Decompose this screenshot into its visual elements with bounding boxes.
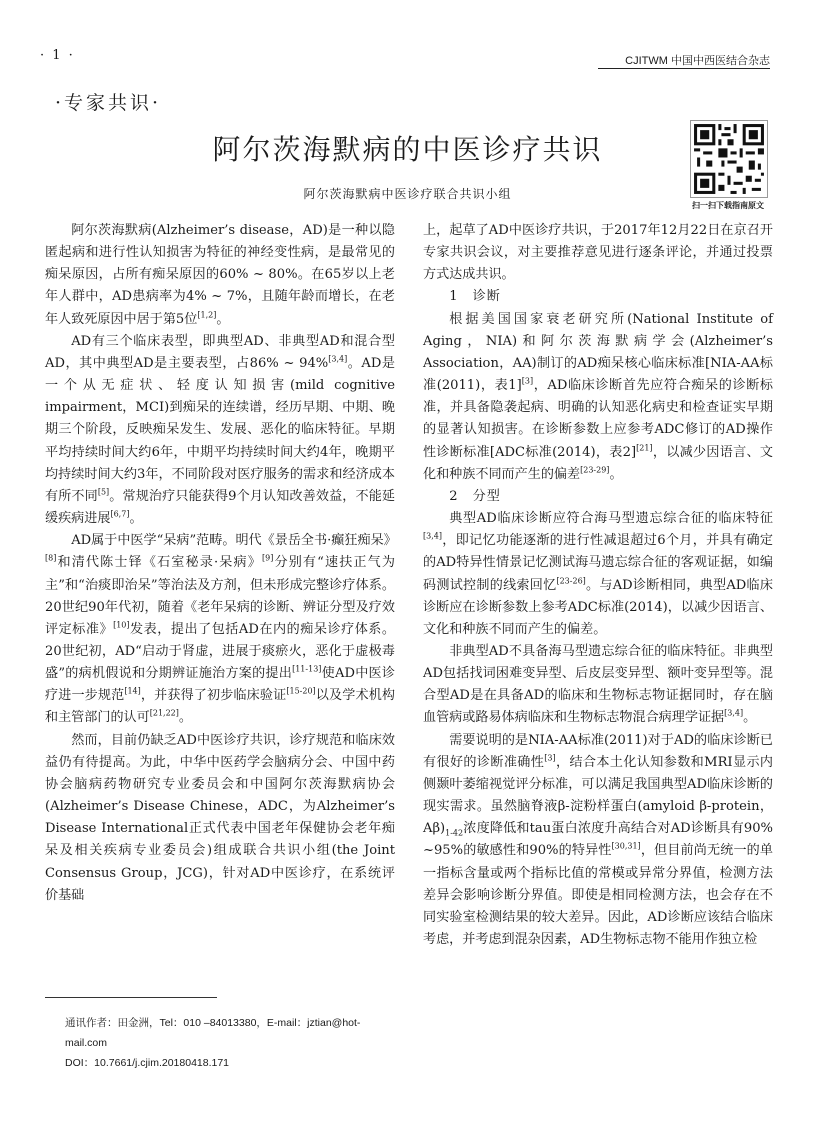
- footnote-rule: [45, 997, 217, 998]
- section-heading-diagnosis: 1 诊断: [449, 289, 501, 305]
- left-column: [45, 220, 395, 907]
- doi[interactable]: DOI：10.7661/j.cjim.20180418.171: [65, 1057, 230, 1069]
- citation[interactable]: [15-20]: [286, 686, 316, 696]
- paragraph: 非典型AD不具备海马型遗忘综合征的临床特征。非典型AD包括找词困难变异型、后皮层变异型、额叶变异型等。混合型AD是在具备AD的临床和生物标志物证据同时，存在脑血管病或路易体病临床和生物标志物混合病理学证据[3,4]。: [423, 643, 773, 726]
- header-rule: [598, 68, 770, 69]
- paragraph: AD有三个临床表型，即典型AD、非典型AD和混合型AD，其中典型AD是主要表型，占86% ~ 94%[3,4]。AD是一个从无症状、轻度认知损害(mild cognitive impairment，MCI)到痴呆的连续谱，经历早期、中期、晚期三个阶段，反映痴呆发生、发展、恶化的临床特征。早期平均持续时间大约6年，中期平均持续时间大约4年，晚期平均持续时间大约3年，不同阶段对医疗服务的需求和经济成本有所不同[5]。常规治疗只能获得9个月认知改善效益，不能延缓疾病进展[6,7]。: [45, 333, 395, 527]
- authors: 阿尔茨海默病中医诊疗联合共识小组: [303, 187, 512, 201]
- citation[interactable]: [3,4]: [328, 354, 348, 364]
- journal-name: CJITWM 中国中西医结合杂志: [625, 55, 770, 67]
- paragraph: 然而，目前仍缺乏AD中医诊疗共识，诊疗规范和临床效益仍有待提高。为此，中华中医药学会脑病分会、中国中药协会脑病药物研究专业委员会和中国阿尔茨海默病协会(Alzheimer’s Disease Chinese，ADC，为Alzheimer’s Disease International正式代表中国老年保健协会老年痴呆及相关疾病专业委员会)组成联合共识小组(the Joint Consensus Group，JCG)，针对AD中医诊疗，在系统评价基础: [45, 732, 395, 903]
- right-column: [423, 220, 773, 951]
- citation[interactable]: [5]: [97, 487, 110, 497]
- citation[interactable]: [23-29]: [580, 465, 610, 475]
- paragraph: 上，起草了AD中医诊疗共识，于2017年12月22日在京召开专家共识会议，对主要推荐意见进行逐条评论，并通过投票方式达成共识。: [423, 223, 773, 283]
- citation[interactable]: [3,4]: [724, 709, 744, 719]
- citation[interactable]: [11-13]: [292, 664, 322, 674]
- citation[interactable]: [8]: [45, 553, 57, 563]
- paragraph: 典型AD临床诊断应符合海马型遗忘综合征的临床特征[3,4]，即记忆功能逐渐的进行性减退超过6个月，并具有确定的AD特异性情景记忆测试海马遗忘综合征的客观证据，如编码测试控制的线索回忆[23-26]。与AD诊断相同，典型AD临床诊断应在诊断参数上参考ADC标准(2014)，以减少因语言、文化和种族不同而产生的偏差。: [423, 511, 773, 637]
- citation[interactable]: [23-26]: [556, 576, 586, 586]
- citation[interactable]: [3]: [544, 753, 556, 763]
- citation[interactable]: [30,31]: [611, 842, 641, 852]
- citation[interactable]: [21,22]: [149, 709, 179, 719]
- subscript: 1-42: [445, 828, 464, 838]
- citation[interactable]: [21]: [636, 443, 653, 453]
- corresponding-author: 通讯作者：田金洲，Tel：010 –84013380，E-mail：jztian@hot-mail.com: [65, 1017, 361, 1049]
- qr-caption: 扫一扫下载指南原文: [692, 201, 764, 210]
- page-number: · 1 ·: [40, 48, 75, 63]
- citation[interactable]: [3]: [521, 376, 534, 386]
- qr-code[interactable]: [690, 120, 768, 198]
- citation[interactable]: [6,7]: [110, 509, 130, 519]
- paragraph: 阿尔茨海默病(Alzheimer’s disease，AD)是一种以隐匿起病和进行性认知损害为特征的神经变性病，是最常见的痴呆原因，占所有痴呆原因的60% ~ 80%。在65岁以上老年人群中，AD患病率为4% ~ 7%，且随年龄而增长，在老年人致死原因中居于第5位[1,2]。: [45, 223, 395, 327]
- section-tag: ·专家共识·: [55, 92, 162, 114]
- footnote: [65, 1013, 395, 1073]
- paragraph: 需要说明的是NIA-AA标准(2011)对于AD的临床诊断已有很好的诊断准确性[3]，结合本土化认知参数和MRI显示内侧颞叶萎缩视觉评分标准，可以满足我国典型AD临床诊断的现实需求。虽然脑脊液β-淀粉样蛋白(amyloid β-protein，$A\beta)_{1-42}$浓度降低和tau蛋白浓度升高结合对AD诊断具有90% ~95%的敏感性和90%的特异性[30,31]，但目前尚无统一的单一指标含量或两个指标比值的常模或异常分界值，检测方法差异会影响诊断分界值。即使是相同检测方法，也会存在不同实验室检测结果的较大差异。因此，AD诊断应该结合临床考虑，并考虑到混杂因素，AD生物标志物不能用作独立检: [423, 732, 774, 947]
- section-heading-typing: 2 分型: [449, 488, 501, 504]
- citation[interactable]: [10]: [113, 620, 130, 630]
- citation[interactable]: [3,4]: [423, 531, 442, 541]
- citation[interactable]: [9]: [261, 553, 274, 563]
- citation[interactable]: [1,2]: [197, 310, 217, 320]
- citation[interactable]: [14]: [124, 686, 141, 696]
- paragraph: 根据美国国家衰老研究所(National Institute of Aging，NIA)和阿尔茨海默病学会(Alzheimer’s Association，AA)制订的AD痴呆核心临床标准[NIA-AA标准(2011)，表1][3]，AD临床诊断首先应符合痴呆的诊断标准，并具备隐袭起病、明确的认知恶化病史和检查证实早期的显著认知损害。在诊断参数上应参考ADC修订的AD操作性诊断标准[ADC标准(2014)，表2][21]，以减少因语言、文化和种族不同而产生的偏差[23-29]。: [423, 311, 773, 482]
- page-title: 阿尔茨海默病的中医诊疗共识: [212, 133, 603, 166]
- paragraph: AD属于中医学“呆病”范畴。明代《景岳全书·癫狂痴呆》[8]和清代陈士铎《石室秘录·呆病》[9]分别有“速扶正气为主”和“治痰即治呆”等治法及方剂，但未形成完整诊疗体系。20世纪90年代初，随着《老年呆病的诊断、辨证分型及疗效评定标准》[10]发表，提出了包括AD在内的痴呆诊疗体系。20世纪初，AD“启动于肾虚，进展于痰瘀火，恶化于虚极毒盛”的病机假说和分期辨证施治方案的提出[11-13]使AD中医诊疗进一步规范[14]，并获得了初步临床验证[15-20]以及学术机构和主管部门的认可[21,22]。: [45, 533, 397, 726]
